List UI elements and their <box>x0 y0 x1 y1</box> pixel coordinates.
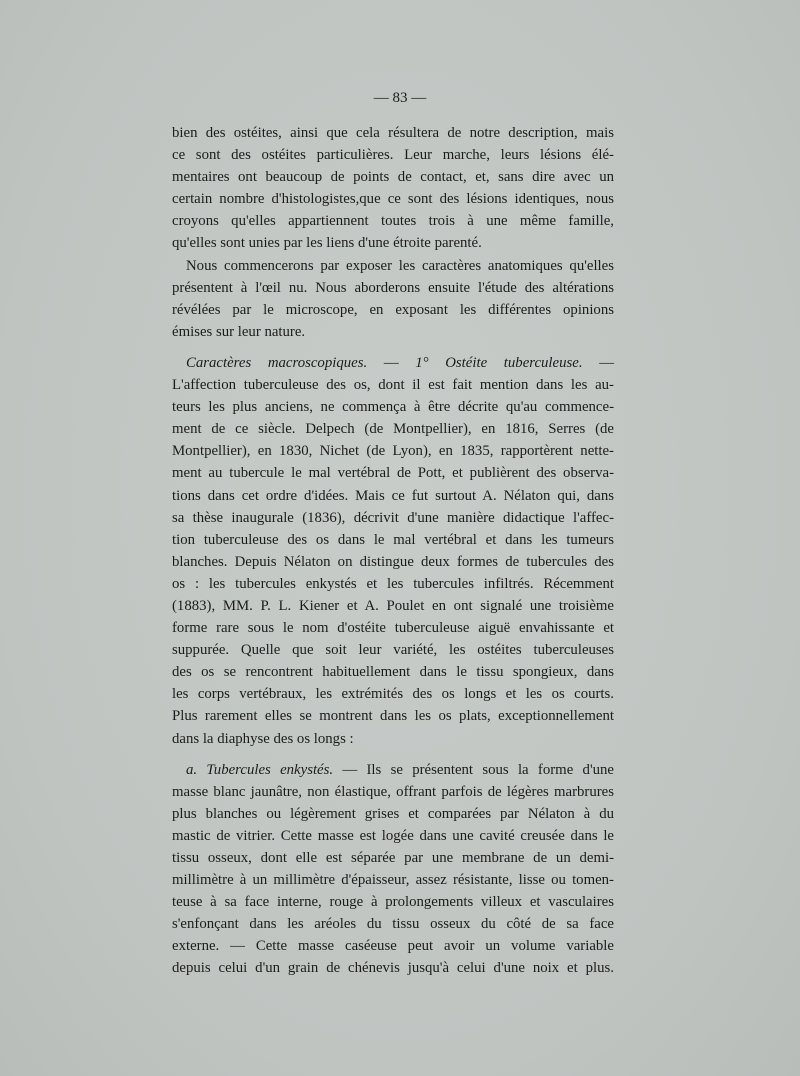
subsection-heading-line <box>172 759 614 781</box>
text-line: Nous commencerons par exposer les caractères anatomiques qu'elles <box>186 257 614 274</box>
text-line: bien des ostéites, ainsi que cela résultera de notre description, mais <box>172 125 614 141</box>
subsection-heading: 1° Ostéite tuberculeuse. <box>415 354 583 371</box>
text-line: teuse à sa face interne, rouge à prolongements villeux et vasculaires <box>172 894 614 911</box>
text-line: tissu osseux, dont elle est séparée par une membrane de un demi- <box>172 850 614 866</box>
text-line: sa thèse inaugurale (1836), décrivit d'une manière didactique l'affec- <box>172 509 614 526</box>
text-line: certain nombre d'histologistes,que ce sont des lésions identiques, nous <box>172 191 614 208</box>
section-heading-line <box>172 352 614 374</box>
text-line: s'enfonçant dans les aréoles du tissu osseux du côté de sa face <box>172 916 614 933</box>
subsection-heading: a. Tubercules enkystés. <box>186 761 334 778</box>
text-line: révélées par le microscope, en exposant les différentes opinions <box>172 301 614 318</box>
page-number: — 83 — <box>373 90 427 106</box>
text-line: qu'elles sont unies par les liens d'une étroite parenté. <box>172 235 482 252</box>
text-line: tions dans cet ordre d'idées. Mais ce fut surtout A. Nélaton qui, dans <box>172 487 614 504</box>
text-line: tion tuberculeuse des os dans le mal vertébral et dans les tumeurs <box>172 531 614 548</box>
text-line: Montpellier), en 1830, Nichet (de Lyon), en 1835, rapportèrent nette- <box>172 443 614 460</box>
text-line: des os se rencontrent habituellement dans le tissu spongieux, dans <box>172 664 614 681</box>
text-line: forme rare sous le nom d'ostéite tuberculeuse aiguë envahissante et <box>172 620 614 637</box>
text-line: mentaires ont beaucoup de points de contact, et, sans dire avec un <box>172 169 614 186</box>
heading-separator: — <box>367 354 416 371</box>
paragraph-4 <box>172 759 614 980</box>
text-fragment: Ils se présentent sous la forme d'une <box>366 761 614 778</box>
paragraph-2 <box>172 255 614 277</box>
text-line: teurs les plus anciens, ne commença à être décrite qu'au commence- <box>172 399 614 416</box>
text-line: masse blanc jaunâtre, non élastique, offrant parfois de légères marbrures <box>172 783 614 800</box>
text-line: mastic de vitrier. Cette masse est logée dans une cavité creusée dans le <box>172 827 614 844</box>
text-line: dans la diaphyse des os longs : <box>172 730 354 747</box>
section-heading: Caractères macroscopiques. <box>186 354 368 371</box>
text-line: plus blanches ou légèrement grises et comparées par Nélaton à du <box>172 805 614 822</box>
text-line: blanches. Depuis Nélaton on distingue deux formes de tubercules des <box>172 553 614 570</box>
text-line: croyons qu'elles appartiennent toutes trois à une même famille, <box>172 213 614 230</box>
text-line: millimètre à un millimètre d'épaisseur, assez résistante, lisse ou tomen- <box>172 872 614 889</box>
text-line: suppurée. Quelle que soit leur variété, les ostéites tuberculeuses <box>172 642 614 659</box>
paragraph-2-rest <box>172 277 614 343</box>
spacer <box>172 343 614 352</box>
text-line: ce sont des ostéites particulières. Leur marche, leurs lésions élé- <box>172 147 614 164</box>
text-line: ment au tubercule le mal vertébral de Pott, et publièrent des observa- <box>172 465 614 482</box>
text-line: présentent à l'œil nu. Nous aborderons ensuite l'étude des altérations <box>172 279 614 296</box>
spacer <box>172 750 614 759</box>
text-line: depuis celui d'un grain de chénevis jusqu'à celui d'une noix et plus. <box>172 960 614 977</box>
body-text <box>172 122 614 980</box>
text-line: les corps vertébraux, les extrémités des os longs et les os courts. <box>172 686 614 703</box>
text-line: ment de ce siècle. Delpech (de Montpellier), en 1816, Serres (de <box>172 421 614 438</box>
heading-separator: — <box>333 761 367 778</box>
text-line: Plus rarement elles se montrent dans les os plats, exceptionnellement <box>172 708 614 725</box>
text-line: émises sur leur nature. <box>172 323 306 340</box>
paragraph-1 <box>172 122 614 255</box>
text-line: os : les tubercules enkystés et les tubercules infiltrés. Récemment <box>172 575 614 592</box>
paragraph-3 <box>172 352 614 750</box>
text-line: externe. — Cette masse caséeuse peut avoir un volume variable <box>172 938 614 955</box>
text-line: L'affection tuberculeuse des os, dont il est fait mention dans les au- <box>172 377 614 394</box>
text-line: (1883), MM. P. L. Kiener et A. Poulet en ont signalé une troisième <box>172 597 614 614</box>
subheading-separator: — <box>582 354 614 371</box>
